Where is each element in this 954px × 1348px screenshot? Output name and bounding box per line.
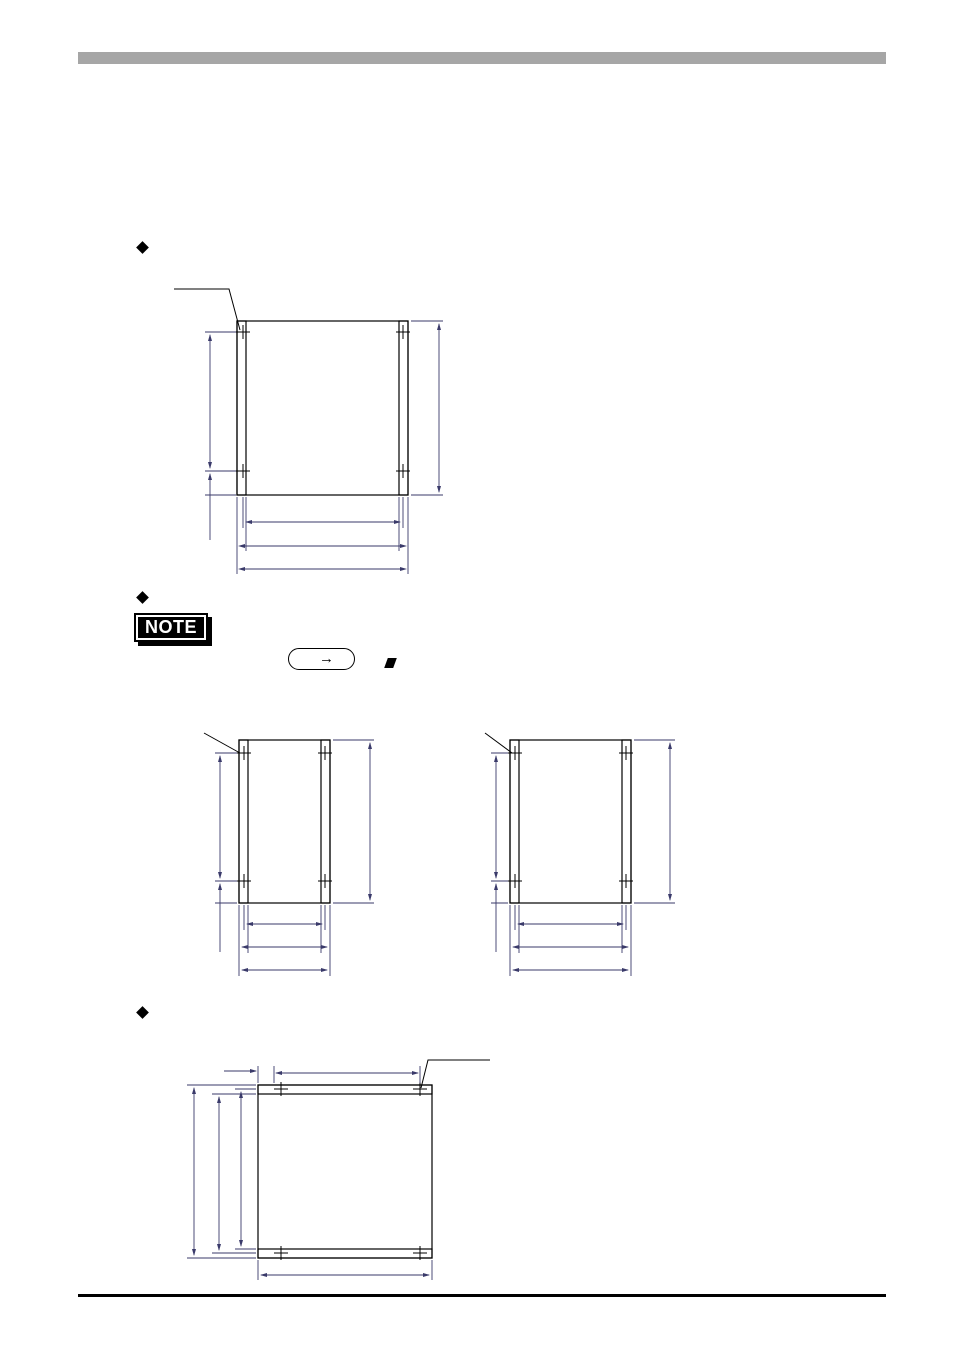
- reference-arrow-icon: →: [319, 650, 334, 667]
- note-label: NOTE: [136, 615, 206, 640]
- footer-rule: [78, 1294, 886, 1297]
